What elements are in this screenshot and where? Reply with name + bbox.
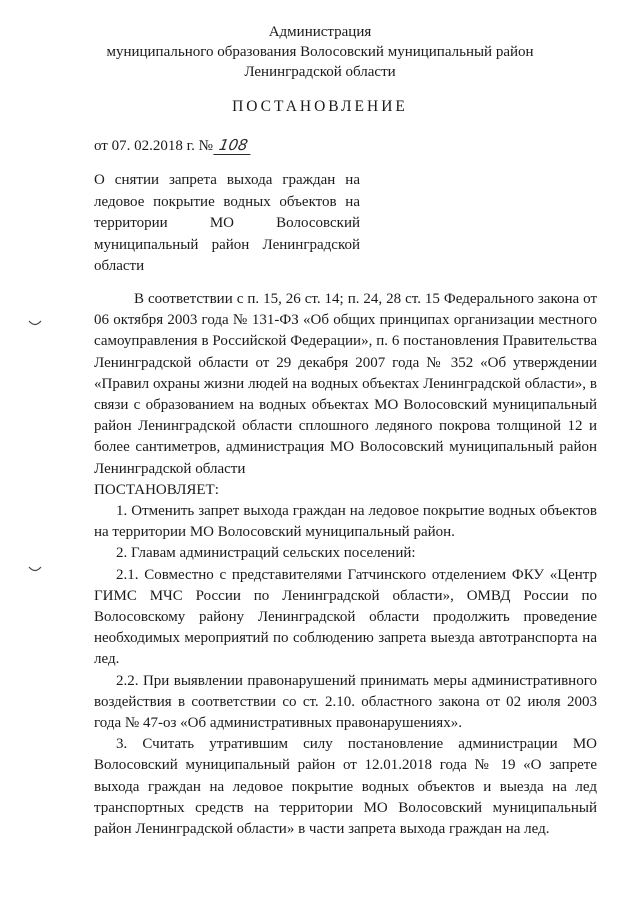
hole-punch-mark-top	[28, 320, 42, 328]
document-date: от 07. 02.2018 г. №	[94, 138, 213, 154]
clause-1: 1. Отменить запрет выхода граждан на ледовое покрытие водных объектов на территории МО Волосовский муниципальный район.	[94, 503, 597, 541]
document-header	[0, 22, 640, 82]
hole-punch-mark-bottom	[28, 566, 42, 574]
header-municipality: муниципального образования Волосовский муниципальный район	[106, 44, 534, 60]
clause-2: 2. Главам администраций сельских поселений:	[116, 545, 416, 562]
header-region: Ленинградской области	[244, 64, 396, 80]
header-administration: Администрация	[268, 24, 372, 40]
document-body	[94, 289, 597, 840]
clause-3: 3. Считать утратившим силу постановление администрации МО Волосовский муниципальный район от 12.01.2018 года № 19 «О запрете выхода граждан на ледовое покрытие водных объектов и выезда на лед транспортных средств на территории МО Волосовский муниципальный район Ленинградской области» в части запрета выхода граждан на лед.	[94, 736, 597, 838]
resolves-heading: ПОСТАНОВЛЯЕТ:	[94, 481, 219, 498]
document-title: ПОСТАНОВЛЕНИЕ	[232, 98, 408, 115]
document-subject: О снятии запрета выхода граждан на ледовое покрытие водных объектов на территории МО Волосовский муниципальный район Ленинградской области	[94, 172, 360, 274]
clause-2-2: 2.2. При выявлении правонарушений принимать меры административного воздействия в соответствии со ст. 2.10. областного закона от 02 июля 2003 года № 47-оз «Об административных правонарушениях».	[94, 672, 597, 732]
handwritten-number: 108	[213, 136, 253, 155]
preamble-paragraph: В соответствии с п. 15, 26 ст. 14; п. 24, 28 ст. 15 Федерального закона от 06 октября 2003 года № 131-ФЗ «Об общих принципах организации местного самоуправления в Российской Федерации», п. 6 постановления Правительства Ленинградской области от 29 декабря 2007 года № 352 «Об утверждении «Правил охраны жизни людей на водных объектах Ленинградской области», в связи с образованием на водных объектах МО Волосовский муниципальный район Ленинградской области сплошного ледяного покрова толщиной 12 и более сантиметров, администрация МО Волосовский муниципальный район Ленинградской области	[94, 291, 597, 477]
document-number-line	[94, 136, 252, 155]
clause-2-1: 2.1. Совместно с представителями Гатчинского отделением ФКУ «Центр ГИМС МЧС России по Ленинградской области», ОМВД России по Волосовскому району Ленинградской области продолжить проведение необходимых мероприятий по соблюдению запрета выезда автотранспорта на лед.	[94, 566, 597, 668]
